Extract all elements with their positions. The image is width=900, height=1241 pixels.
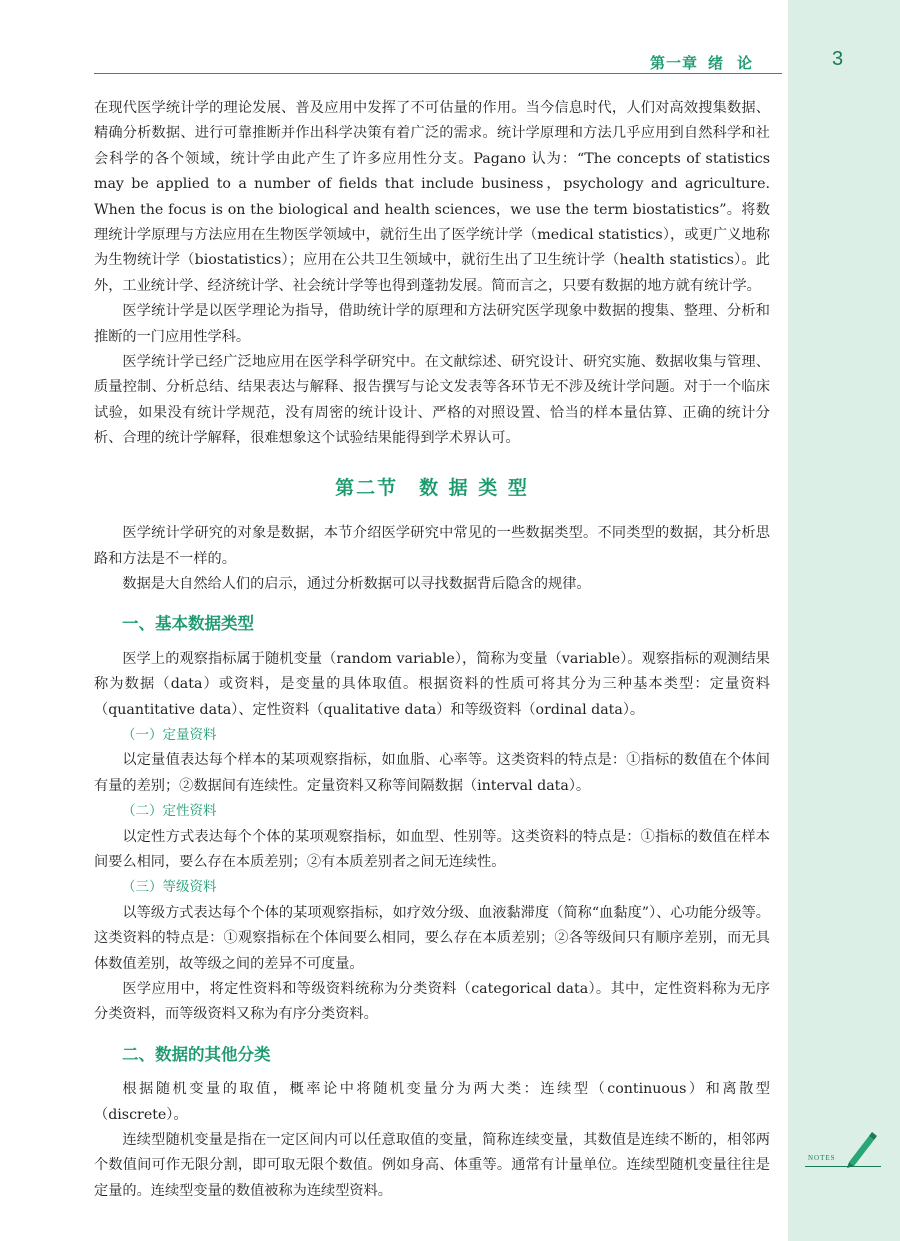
notes-marker	[805, 1128, 881, 1168]
item-heading-ordinal: （三）等级资料	[122, 879, 217, 896]
subsection-heading-2: 二、数据的其他分类	[122, 1044, 271, 1064]
paragraph-intro-1: 在现代医学统计学的理论发展、普及应用中发挥了不可估量的作用。当今信息时代，人们对高效搜集数据、精确分析数据、进行可靠推断并作出科学决策有着广泛的需求。统计学原理和方法几乎应用到自然科学和社会科学的各个领域，统计学由此产生了许多应用性分支。Pagano 认为：“The concepts of statistics may be applied to a number of fields that include business，psychology and agriculture. When the focus is on the biological and health sciences，we use the term biostatistics”。将数理统计学原理与方法应用在生物医学领域中，就衍生出了医学统计学（medical statistics），或更广义地称为生物统计学（biostatistics）；应用在公共卫生领域中，就衍生出了卫生统计学（health statistics）。此外，工业统计学、经济统计学、社会统计学等也得到蓬勃发展。简而言之，只要有数据的地方就有统计学。	[94, 100, 770, 294]
section-title: 第二节 数 据 类 型	[335, 476, 529, 499]
page-number: 3	[832, 48, 844, 70]
paragraph-other-2: 连续型随机变量是指在一定区间内可以任意取值的变量，简称连续变量，其数值是连续不断的，相邻两个数值间可作无限分割，即可取无限个数值。例如身高、体重等。通常有计量单位。连续型随机变量往往是定量的。连续型变量的数值被称为连续型资料。	[94, 1132, 770, 1199]
paragraph-quantitative: 以定量值表达每个样本的某项观察指标，如血脂、心率等。这类资料的特点是：①指标的数值在个体间有量的差别；②数据间有连续性。定量资料又称等间隔数据（interval data）。	[94, 752, 770, 794]
notes-underline	[805, 1166, 881, 1167]
paragraph-intro-2: 医学统计学是以医学理论为指导，借助统计学的原理和方法研究医学现象中数据的搜集、整理、分析和推断的一门应用性学科。	[94, 303, 770, 345]
paragraph-categorical: 医学应用中，将定性资料和等级资料统称为分类资料（categorical data）。其中，定性资料称为无序分类资料，而等级资料又称为有序分类资料。	[94, 981, 770, 1023]
pen-icon	[805, 1128, 881, 1168]
item-heading-qualitative: （二）定性资料	[122, 803, 217, 820]
paragraph-intro-3: 医学统计学已经广泛地应用在医学科学研究中。在文献综述、研究设计、研究实施、数据收集与管理、质量控制、分析总结、结果表达与解释、报告撰写与论文发表等各环节无不涉及统计学问题。对于一个临床试验，如果没有统计学规范，没有周密的统计设计、严格的对照设置、恰当的样本量估算、正确的统计分析、合理的统计学解释，很难想象这个试验结果能得到学术界认可。	[94, 354, 770, 447]
chapter-title: 绪论	[707, 54, 766, 72]
paragraph-basic-types: 医学上的观察指标属于随机变量（random variable），简称为变量（variable）。观察指标的观测结果称为数据（data）或资料，是变量的具体取值。根据资料的性质可将其分为三种基本类型：定量资料（quantitative data）、定性资料（qualitative data）和等级资料（ordinal data）。	[94, 650, 770, 718]
paragraph-section-1: 医学统计学研究的对象是数据，本节介绍医学研究中常见的一些数据类型。不同类型的数据，其分析思路和方法是不一样的。	[94, 525, 770, 567]
paragraph-ordinal: 以等级方式表达每个个体的某项观察指标，如疗效分级、血液黏滞度（简称“血黏度”）、心功能分级等。这类资料的特点是：①观察指标在个体间要么相同，要么存在本质差别；②各等级间只有顺序差别，而无具体数值差别，故等级之间的差异不可度量。	[94, 904, 770, 972]
item-heading-quantitative: （一）定量资料	[122, 726, 217, 743]
header-rule	[94, 73, 782, 74]
margin-notes-sidebar	[788, 0, 900, 1241]
notes-label: NOTES	[808, 1154, 836, 1162]
chapter-label	[650, 52, 766, 73]
paragraph-other-1: 根据随机变量的取值，概率论中将随机变量分为两大类：连续型（continuous）和离散型（discrete）。	[94, 1081, 770, 1123]
body-text	[94, 96, 770, 1204]
chapter-number: 第一章	[649, 54, 698, 72]
subsection-heading-1: 一、基本数据类型	[122, 614, 254, 634]
running-header	[94, 50, 780, 72]
paragraph-qualitative: 以定性方式表达每个个体的某项观察指标，如血型、性别等。这类资料的特点是：①指标的数值在样本间要么相同，要么存在本质差别；②有本质差别者之间无连续性。	[94, 828, 770, 870]
paragraph-section-2: 数据是大自然给人们的启示，通过分析数据可以寻找数据背后隐含的规律。	[122, 575, 591, 592]
